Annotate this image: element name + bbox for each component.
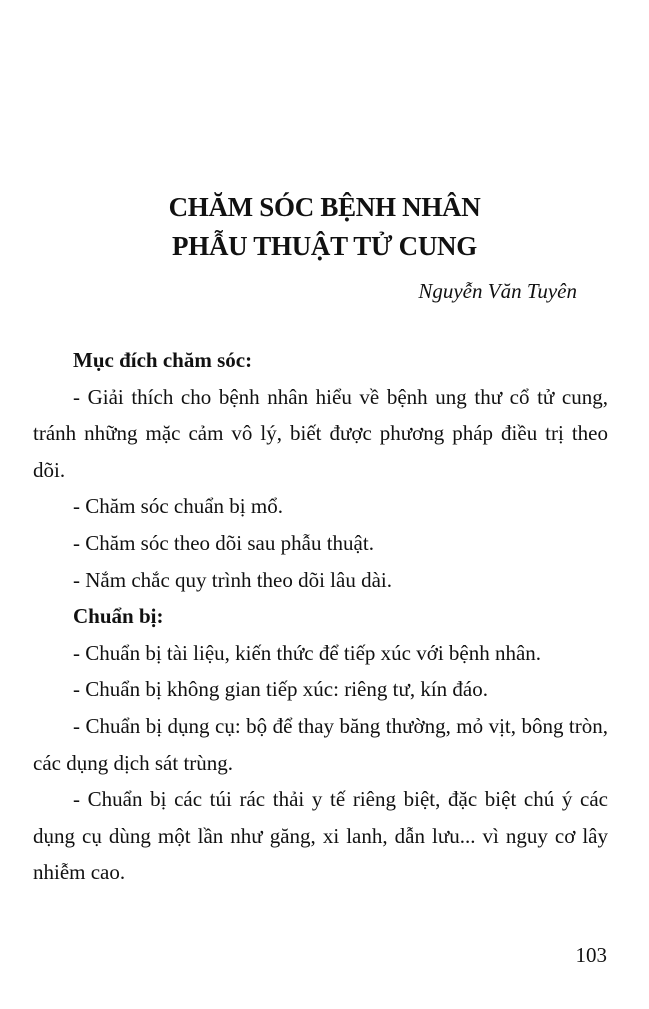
preparation-item-3: - Chuẩn bị dụng cụ: bộ để thay băng thường, mỏ vịt, bông tròn, các dụng dịch sát trùng.	[33, 713, 608, 775]
purpose-item-1: - Giải thích cho bệnh nhân hiểu về bệnh ung thư cổ tử cung, tránh những mặc cảm vô lý, biết được phương pháp điều trị theo dõi.	[33, 384, 608, 482]
preparation-item-2: - Chuẩn bị không gian tiếp xúc: riêng tư, kín đáo.	[73, 677, 488, 702]
page-number: 103	[575, 943, 607, 967]
preparation-item-4: - Chuẩn bị các túi rác thải y tế riêng biệt, đặc biệt chú ý các dụng cụ dùng một lần như găng, xi lanh, dẫn lưu... vì nguy cơ lây nhiễm cao.	[33, 787, 608, 885]
purpose-item-4: - Nắm chắc quy trình theo dõi lâu dài.	[73, 567, 392, 592]
section-heading-purpose: Mục đích chăm sóc:	[73, 348, 253, 372]
preparation-item-1: - Chuẩn bị tài liệu, kiến thức để tiếp xúc với bệnh nhân.	[73, 640, 542, 665]
author-name: Nguyễn Văn Tuyên	[418, 279, 577, 303]
purpose-item-2: - Chăm sóc chuẩn bị mổ.	[73, 494, 283, 519]
section-heading-preparation: Chuẩn bị:	[73, 604, 164, 629]
page-title-line-1: CHĂM SÓC BỆNH NHÂN	[168, 192, 481, 222]
page-title-line-2: PHẪU THUẬT TỬ CUNG	[172, 231, 477, 261]
purpose-item-3: - Chăm sóc theo dõi sau phẫu thuật.	[73, 530, 374, 555]
article-body	[33, 342, 608, 891]
